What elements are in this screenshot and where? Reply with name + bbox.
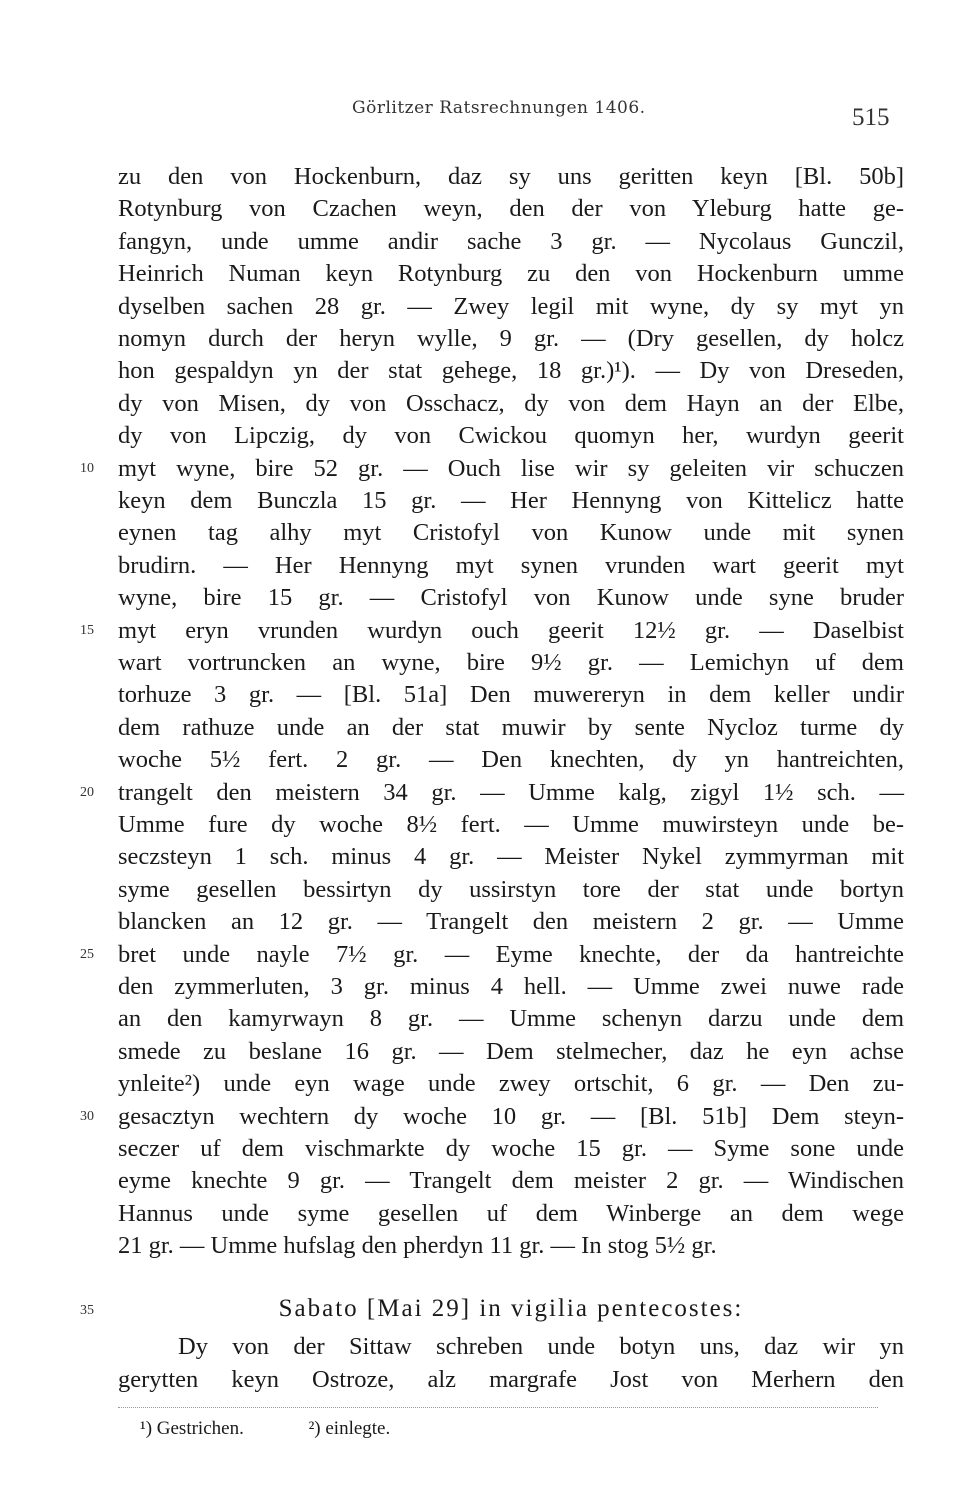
text-line: 21 gr. — Umme hufslag den pherdyn 11 gr. — In stog 5½ gr. [118, 1232, 717, 1260]
line-number: 15 [80, 622, 94, 638]
footnote-1: ¹) Gestrichen. [140, 1418, 244, 1439]
text-line: woche 5½ fert. 2 gr. — Den knechten, dy yn hantreichten, [118, 746, 904, 774]
text-line: dy von Misen, dy von Osschacz, dy von dem Hayn an der Elbe, [118, 389, 904, 417]
text-line: Dy von der Sittaw schreben unde botyn uns, daz wir yn [178, 1333, 904, 1360]
text-line: Umme fure dy woche 8½ fert. — Umme muwirsteyn unde be- [118, 811, 904, 838]
text-line: dyselben sachen 28 gr. — Zwey legil mit wyne, dy sy myt yn [118, 292, 904, 320]
footnotes [140, 1416, 450, 1442]
text-line: den zymmerluten, 3 gr. minus 4 hell. — Umme zwei nuwe rade [118, 973, 904, 1000]
footnote-2: ²) einlegte. [308, 1418, 391, 1439]
text-line: syme gesellen bessirtyn dy ussirstyn tore der stat unde bortyn [118, 875, 904, 903]
text-line: seczer uf dem vischmarkte dy woche 15 gr. — Syme sone unde [118, 1135, 904, 1162]
footnote-rule [118, 1407, 878, 1408]
text-line: Hannus unde syme gesellen uf dem Winberge an dem wege [118, 1199, 904, 1227]
text-line: eyme knechte 9 gr. — Trangelt dem meister 2 gr. — Windischen [118, 1167, 904, 1195]
text-line: eynen tag alhy myt Cristofyl von Kunow unde mit synen [118, 519, 904, 547]
text-line: bret unde nayle 7½ gr. — Eyme knechte, der da hantreichte [118, 940, 904, 968]
text-line: wart vortruncken an wyne, bire 9½ gr. — Lemichyn uf dem [118, 649, 904, 676]
text-line: an den kamyrwayn 8 gr. — Umme schenyn darzu unde dem [118, 1005, 904, 1033]
text-line: ynleite²) unde eyn wage unde zwey ortschit, 6 gr. — Den zu- [118, 1070, 904, 1098]
text-line: keyn dem Bunczla 15 gr. — Her Hennyng von Kittelicz hatte [118, 487, 904, 514]
text-line: gerytten keyn Ostroze, alz margrafe Jost von Merhern den [118, 1366, 904, 1393]
text-line: brudirn. — Her Hennyng myt synen vrunden wart geerit myt [118, 551, 904, 579]
line-number: 20 [80, 784, 94, 800]
text-line: nomyn durch der heryn wylle, 9 gr. — (Dry gesellen, dy holcz [118, 325, 904, 352]
line-number: 10 [80, 460, 94, 476]
text-line: zu den von Hockenburn, daz sy uns geritten keyn [Bl. 50b] [118, 163, 904, 190]
running-head: Görlitzer Ratsrechnungen 1406. [352, 98, 646, 118]
text-line: seczsteyn 1 sch. minus 4 gr. — Meister Nykel zymmyrman mit [118, 843, 904, 871]
text-line: torhuze 3 gr. — [Bl. 51a] Den muwereryn in dem keller undir [118, 681, 904, 709]
text-line: gesacztyn wechtern dy woche 10 gr. — [Bl. 51b] Dem steyn- [118, 1102, 904, 1130]
line-number: 25 [80, 946, 94, 962]
text-line: Heinrich Numan keyn Rotynburg zu den von Hockenburn umme [118, 260, 904, 288]
text-line: Rotynburg von Czachen weyn, den der von Yleburg hatte ge- [118, 195, 904, 223]
text-line: myt wyne, bire 52 gr. — Ouch lise wir sy geleiten vir schuczen [118, 454, 904, 482]
text-line: trangelt den meistern 34 gr. — Umme kalg, zigyl 1½ sch. — [118, 778, 904, 806]
text-line: hon gespaldyn yn der stat gehege, 18 gr.)¹). — Dy von Dreseden, [118, 357, 904, 385]
text-line: fangyn, unde umme andir sache 3 gr. — Nycolaus Gunczil, [118, 227, 904, 255]
text-line: myt eryn vrunden wurdyn ouch geerit 12½ gr. — Daselbist [118, 616, 904, 644]
text-line: blancken an 12 gr. — Trangelt den meistern 2 gr. — Umme [118, 908, 904, 936]
text-line: dy von Lipczig, dy von Cwickou quomyn her, wurdyn geerit [118, 422, 904, 450]
text-line: smede zu beslane 16 gr. — Dem stelmecher, daz he eyn achse [118, 1037, 904, 1065]
section-heading: Sabato [Mai 29] in vigilia pentecostes: [278, 1295, 744, 1322]
line-number: 35 [80, 1303, 94, 1318]
text-line: wyne, bire 15 gr. — Cristofyl von Kunow unde syne bruder [118, 584, 904, 612]
page-number: 515 [852, 104, 890, 131]
line-number: 30 [80, 1108, 94, 1124]
text-line: dem rathuze unde an der stat muwir by sente Nycloz turme dy [118, 713, 904, 741]
